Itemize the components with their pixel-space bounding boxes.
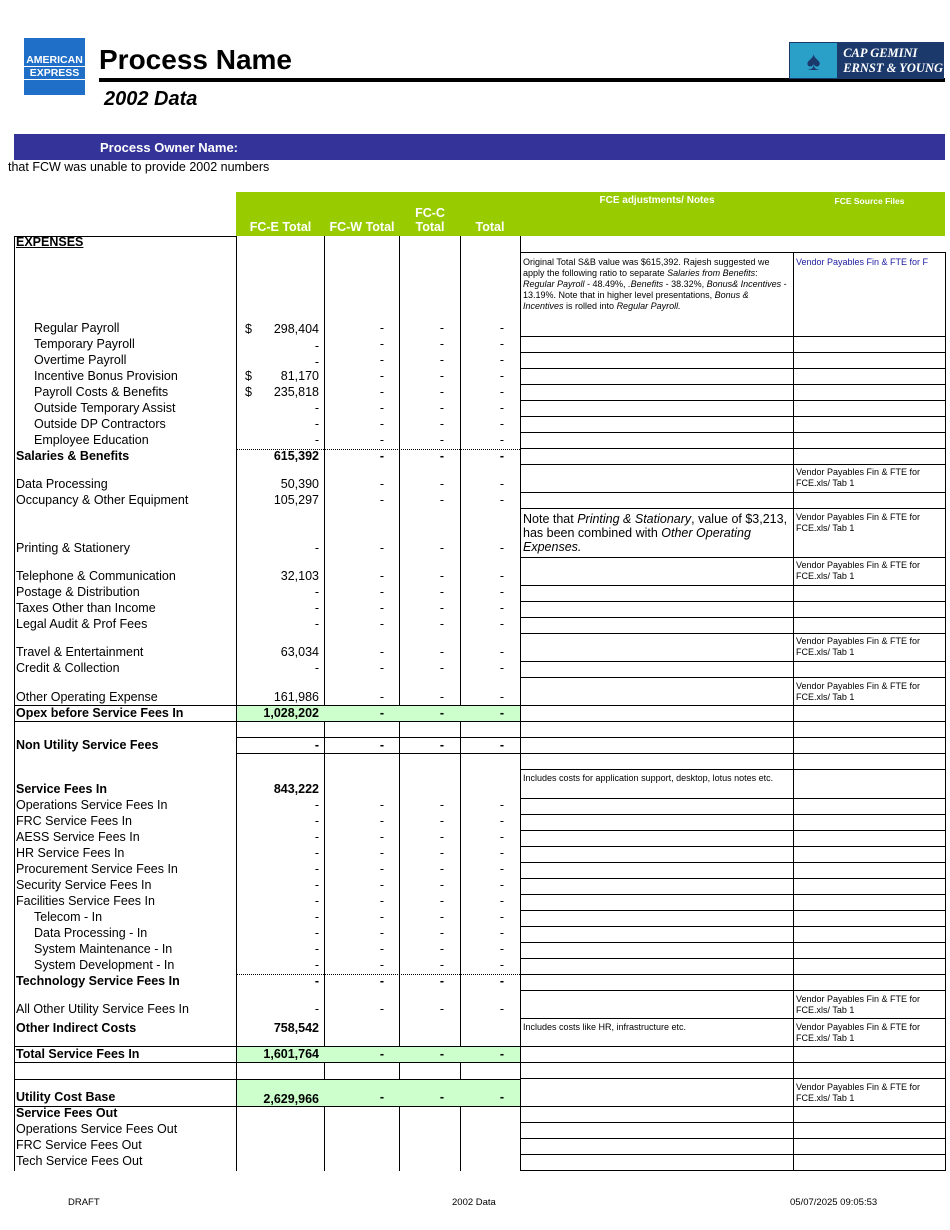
notes-grid-line bbox=[520, 990, 945, 991]
row-label: AESS Service Fees In bbox=[16, 830, 140, 844]
col-fce-total: FC-E Total bbox=[249, 220, 312, 234]
fcc-total-cell: - bbox=[439, 493, 444, 507]
fcw-total-cell: - bbox=[379, 645, 384, 659]
total-cell: - bbox=[499, 369, 504, 383]
fcc-total-cell: - bbox=[439, 958, 444, 972]
fcw-total-cell: - bbox=[379, 862, 384, 876]
fcw-total-cell: - bbox=[379, 385, 384, 399]
fcw-total-cell: - bbox=[379, 661, 384, 675]
fcw-total-cell: - bbox=[379, 878, 384, 892]
american-express-logo: AMERICAN EXPRESS bbox=[24, 38, 85, 95]
fcw-total-cell: - bbox=[379, 585, 384, 599]
currency-sign: $ bbox=[245, 369, 252, 383]
notes-grid-line bbox=[520, 252, 945, 253]
row-source-file: Vendor Payables Fin & FTE for FCE.xls/ Tab 1 bbox=[796, 512, 921, 533]
fcc-total-cell: - bbox=[439, 337, 444, 351]
notes-grid-line bbox=[520, 926, 945, 927]
total-cell: - bbox=[499, 1002, 504, 1016]
fcc-total-cell: - bbox=[439, 353, 444, 367]
notes-grid-line bbox=[520, 1078, 945, 1079]
notes-grid-line bbox=[520, 368, 945, 369]
notes-grid-line bbox=[520, 1018, 945, 1019]
notes-grid-line bbox=[520, 384, 945, 385]
fce-total-cell: - bbox=[314, 617, 319, 631]
fce-total-cell: 81,170 bbox=[280, 369, 319, 383]
row-label: Temporary Payroll bbox=[34, 337, 135, 351]
fcc-total-cell: - bbox=[439, 369, 444, 383]
row-border bbox=[236, 753, 520, 754]
total-cell: - bbox=[499, 569, 504, 583]
row-label: Technology Service Fees In bbox=[16, 974, 180, 988]
fce-total-cell: 615,392 bbox=[273, 449, 319, 463]
fce-total-cell: 2,629,966 bbox=[263, 1092, 319, 1106]
fce-total-cell: - bbox=[314, 814, 319, 828]
notes-grid-line bbox=[520, 400, 945, 401]
fce-total-cell: 63,034 bbox=[280, 645, 319, 659]
footer-draft: DRAFT bbox=[68, 1197, 100, 1208]
row-label: Telecom - In bbox=[34, 910, 103, 924]
row-label: Credit & Collection bbox=[16, 661, 120, 675]
fcc-total-cell: - bbox=[439, 541, 444, 555]
cap-gemini-logo: ♠ CAP GEMINI ERNST & YOUNG bbox=[789, 42, 944, 79]
fcw-total-cell: - bbox=[379, 601, 384, 615]
total-cell: - bbox=[499, 353, 504, 367]
fcc-total-cell: - bbox=[439, 617, 444, 631]
total-cell: - bbox=[499, 401, 504, 415]
row-label: Regular Payroll bbox=[34, 321, 120, 335]
total-cell: - bbox=[499, 601, 504, 615]
notes-grid-line bbox=[520, 1106, 945, 1107]
fcc-total-cell: - bbox=[439, 926, 444, 940]
total-row-border bbox=[14, 1062, 520, 1063]
notes-grid-line bbox=[520, 352, 945, 353]
row-note: Includes costs like HR, infrastructure etc. bbox=[523, 1022, 687, 1032]
fce-total-cell: - bbox=[314, 601, 319, 615]
notes-grid-line bbox=[520, 557, 945, 558]
fce-total-cell: 50,390 bbox=[280, 477, 319, 491]
fcc-total-cell: - bbox=[439, 974, 444, 988]
spade-icon: ♠ bbox=[790, 43, 837, 78]
table-left-border bbox=[14, 236, 15, 1171]
fcw-total-cell: - bbox=[379, 337, 384, 351]
notes-grid-line bbox=[520, 721, 945, 722]
column-divider bbox=[520, 236, 521, 1171]
process-owner-label: Process Owner Name: bbox=[100, 140, 239, 155]
fcc-total-cell: - bbox=[439, 1090, 444, 1104]
process-owner-bar bbox=[14, 134, 945, 160]
fce-total-cell: - bbox=[314, 910, 319, 924]
fcw-total-cell: - bbox=[379, 449, 384, 463]
row-label: Opex before Service Fees In bbox=[16, 706, 184, 720]
notes-grid-line bbox=[520, 633, 945, 634]
fcw-total-cell: - bbox=[379, 477, 384, 491]
col-total: Total bbox=[475, 220, 505, 234]
fcw-total-cell: - bbox=[379, 690, 384, 704]
notes-grid-line bbox=[520, 798, 945, 799]
fce-total-cell: - bbox=[314, 926, 319, 940]
row-label: Non Utility Service Fees bbox=[16, 738, 159, 752]
fcc-total-cell: - bbox=[439, 706, 444, 720]
fce-total-cell: - bbox=[314, 339, 319, 353]
fcw-total-cell: - bbox=[379, 958, 384, 972]
row-label: HR Service Fees In bbox=[16, 846, 125, 860]
row-note: Includes costs for application support, desktop, lotus notes etc. bbox=[523, 773, 774, 783]
row-label: System Maintenance - In bbox=[34, 942, 173, 956]
row-source-file: Vendor Payables Fin & FTE for FCE.xls/ Tab 1 bbox=[796, 994, 921, 1015]
currency-sign: $ bbox=[245, 385, 252, 399]
col-fcc-total-line1: FC-C bbox=[415, 206, 445, 220]
notes-grid-line bbox=[520, 492, 945, 493]
notes-grid-line bbox=[520, 336, 945, 337]
row-label: Service Fees Out bbox=[16, 1106, 118, 1120]
row-label: Occupancy & Other Equipment bbox=[16, 493, 189, 507]
notes-grid-line bbox=[520, 894, 945, 895]
fce-total-cell: 298,404 bbox=[273, 322, 319, 336]
fcc-total-cell: - bbox=[439, 830, 444, 844]
total-row-border bbox=[14, 721, 520, 722]
notes-grid-line bbox=[520, 942, 945, 943]
fce-total-cell: - bbox=[314, 661, 319, 675]
fce-total-cell: - bbox=[314, 894, 319, 908]
row-label: Telephone & Communication bbox=[16, 569, 176, 583]
fce-total-cell: - bbox=[314, 830, 319, 844]
table-right-border bbox=[945, 252, 946, 1171]
notes-grid-line bbox=[520, 585, 945, 586]
notes-source-divider bbox=[793, 252, 794, 1171]
total-cell: - bbox=[499, 321, 504, 335]
fcw-total-cell: - bbox=[379, 321, 384, 335]
fcw-total-cell: - bbox=[379, 369, 384, 383]
fce-total-cell: - bbox=[314, 417, 319, 431]
row-label: Payroll Costs & Benefits bbox=[34, 385, 169, 399]
total-cell: - bbox=[499, 385, 504, 399]
total-cell: - bbox=[499, 958, 504, 972]
notes-grid-line bbox=[520, 1154, 945, 1155]
row-label: Service Fees In bbox=[16, 782, 108, 796]
fcw-total-cell: - bbox=[379, 926, 384, 940]
fce-total-cell: - bbox=[314, 942, 319, 956]
fcw-total-cell: - bbox=[379, 1090, 384, 1104]
fcw-total-cell: - bbox=[379, 569, 384, 583]
total-cell: - bbox=[499, 1047, 504, 1061]
page-subtitle: 2002 Data bbox=[104, 88, 198, 110]
notes-grid-line bbox=[520, 432, 945, 433]
fcc-total-cell: - bbox=[439, 738, 444, 752]
row-label: Overtime Payroll bbox=[34, 353, 127, 367]
notes-grid-line bbox=[520, 661, 945, 662]
fce-total-cell: - bbox=[314, 974, 319, 988]
fce-total-cell: - bbox=[314, 738, 319, 752]
notes-grid-line bbox=[520, 830, 945, 831]
total-cell: - bbox=[499, 449, 504, 463]
fcw-total-cell: - bbox=[379, 1002, 384, 1016]
fcc-total-cell: - bbox=[439, 690, 444, 704]
fce-total-cell: - bbox=[314, 1002, 319, 1016]
fcw-total-cell: - bbox=[379, 814, 384, 828]
total-cell: - bbox=[499, 541, 504, 555]
fcw-total-cell: - bbox=[379, 433, 384, 447]
row-source-file: Vendor Payables Fin & FTE for F bbox=[796, 257, 929, 267]
notes-grid-line bbox=[520, 958, 945, 959]
page-title: Process Name bbox=[99, 44, 293, 75]
footer-title: 2002 Data bbox=[452, 1197, 496, 1208]
row-label: Utility Cost Base bbox=[16, 1090, 116, 1104]
total-cell: - bbox=[499, 830, 504, 844]
header-note: that FCW was unable to provide 2002 numbers bbox=[8, 160, 270, 174]
total-cell: - bbox=[499, 493, 504, 507]
fce-total-cell: - bbox=[314, 401, 319, 415]
total-cell: - bbox=[499, 974, 504, 988]
row-label: Employee Education bbox=[34, 433, 149, 447]
row-source-file: Vendor Payables Fin & FTE for FCE.xls/ Tab 1 bbox=[796, 1082, 921, 1103]
notes-grid-line bbox=[520, 1170, 945, 1171]
row-label: Operations Service Fees In bbox=[16, 798, 168, 812]
fcc-total-cell: - bbox=[439, 878, 444, 892]
row-label: Printing & Stationery bbox=[16, 541, 130, 555]
fcc-total-cell: - bbox=[439, 433, 444, 447]
fce-total-cell: 1,028,202 bbox=[263, 706, 319, 720]
notes-grid-line bbox=[520, 508, 945, 509]
notes-grid-line bbox=[520, 1138, 945, 1139]
footer-timestamp: 05/07/2025 09:05:53 bbox=[790, 1197, 878, 1208]
fcc-total-cell: - bbox=[439, 645, 444, 659]
notes-grid-line bbox=[520, 846, 945, 847]
row-label: Postage & Distribution bbox=[16, 585, 140, 599]
total-cell: - bbox=[499, 910, 504, 924]
row-label: Security Service Fees In bbox=[16, 878, 152, 892]
row-label: Data Processing - In bbox=[34, 926, 148, 940]
total-cell: - bbox=[499, 661, 504, 675]
row-label: All Other Utility Service Fees In bbox=[16, 1002, 189, 1016]
total-cell: - bbox=[499, 645, 504, 659]
column-divider bbox=[324, 236, 325, 1171]
total-cell: - bbox=[499, 846, 504, 860]
row-label: Tech Service Fees Out bbox=[16, 1154, 143, 1168]
notes-grid-line bbox=[520, 769, 945, 770]
row-label: Procurement Service Fees In bbox=[16, 862, 178, 876]
notes-grid-line bbox=[520, 601, 945, 602]
fce-total-cell: 758,542 bbox=[273, 1021, 319, 1035]
total-cell: - bbox=[499, 894, 504, 908]
fcw-total-cell: - bbox=[379, 974, 384, 988]
notes-grid-line bbox=[520, 974, 945, 975]
fcc-total-cell: - bbox=[439, 385, 444, 399]
row-label: Other Indirect Costs bbox=[16, 1021, 137, 1035]
row-source-file: Vendor Payables Fin & FTE for FCE.xls/ Tab 1 bbox=[796, 560, 921, 581]
fce-total-cell: - bbox=[314, 541, 319, 555]
fce-total-cell: - bbox=[314, 846, 319, 860]
total-cell: - bbox=[499, 814, 504, 828]
total-cell: - bbox=[499, 337, 504, 351]
notes-grid-line bbox=[520, 910, 945, 911]
total-cell: - bbox=[499, 1090, 504, 1104]
row-source-file: Vendor Payables Fin & FTE for FCE.xls/ Tab 1 bbox=[796, 1022, 921, 1043]
col-fcw-total: FC-W Total bbox=[329, 220, 395, 234]
fcc-total-cell: - bbox=[439, 910, 444, 924]
fcc-total-cell: - bbox=[439, 449, 444, 463]
row-label: Outside Temporary Assist bbox=[34, 401, 176, 415]
column-divider bbox=[236, 236, 237, 1171]
notes-grid-line bbox=[520, 737, 945, 738]
total-cell: - bbox=[499, 433, 504, 447]
total-cell: - bbox=[499, 942, 504, 956]
notes-grid-line bbox=[520, 1062, 945, 1063]
fcc-total-cell: - bbox=[439, 417, 444, 431]
row-source-file: Vendor Payables Fin & FTE for FCE.xls/ Tab 1 bbox=[796, 636, 921, 657]
row-label: Total Service Fees In bbox=[16, 1047, 140, 1061]
notes-grid-line bbox=[520, 677, 945, 678]
notes-grid-line bbox=[520, 878, 945, 879]
fcw-total-cell: - bbox=[379, 846, 384, 860]
fcw-total-cell: - bbox=[379, 401, 384, 415]
total-cell: - bbox=[499, 862, 504, 876]
fcc-total-cell: - bbox=[439, 894, 444, 908]
row-label: Travel & Entertainment bbox=[16, 645, 144, 659]
fcc-total-cell: - bbox=[439, 862, 444, 876]
fcw-total-cell: - bbox=[379, 706, 384, 720]
fce-total-cell: - bbox=[314, 878, 319, 892]
total-cell: - bbox=[499, 878, 504, 892]
currency-sign: $ bbox=[245, 322, 252, 336]
fcw-total-cell: - bbox=[379, 541, 384, 555]
fcc-total-cell: - bbox=[439, 321, 444, 335]
notes-grid-line bbox=[520, 416, 945, 417]
fcw-total-cell: - bbox=[379, 1047, 384, 1061]
fcw-total-cell: - bbox=[379, 493, 384, 507]
row-label: FRC Service Fees Out bbox=[16, 1138, 142, 1152]
row-label: Legal Audit & Prof Fees bbox=[16, 617, 148, 631]
notes-grid-line bbox=[520, 448, 945, 449]
notes-grid-line bbox=[520, 814, 945, 815]
fce-total-cell: 105,297 bbox=[273, 493, 319, 507]
notes-grid-line bbox=[520, 1122, 945, 1123]
fcc-total-cell: - bbox=[439, 798, 444, 812]
row-label: System Development - In bbox=[34, 958, 175, 972]
fcc-total-cell: - bbox=[439, 1002, 444, 1016]
row-source-file: Vendor Payables Fin & FTE for FCE.xls/ Tab 1 bbox=[796, 467, 921, 488]
total-row-border bbox=[14, 1079, 520, 1080]
notes-grid-line bbox=[520, 464, 945, 465]
notes-grid-line bbox=[520, 862, 945, 863]
fce-total-cell: - bbox=[314, 798, 319, 812]
fce-total-cell: - bbox=[314, 585, 319, 599]
total-cell: - bbox=[499, 738, 504, 752]
fcc-total-cell: - bbox=[439, 661, 444, 675]
fce-total-cell: - bbox=[314, 958, 319, 972]
fcw-total-cell: - bbox=[379, 942, 384, 956]
fcw-total-cell: - bbox=[379, 830, 384, 844]
fcc-total-cell: - bbox=[439, 942, 444, 956]
fcw-total-cell: - bbox=[379, 353, 384, 367]
row-note: Original Total S&B value was $615,392. Rajesh suggested we apply the following ratio to separate Salaries from Benefits: Regular Payroll - 48.49%, .Benefits - 38.32%, Bonus& Incentives - 13.19%. Note that in higher level presentations, Bonus & Incentives is rolled into Regular Payroll. bbox=[523, 257, 787, 311]
fcc-total-cell: - bbox=[439, 814, 444, 828]
fcw-total-cell: - bbox=[379, 417, 384, 431]
col-notes: FCE adjustments/ Notes bbox=[599, 195, 715, 206]
col-fcc-total-line2: Total bbox=[415, 220, 445, 234]
fce-total-cell: - bbox=[314, 433, 319, 447]
notes-grid-line bbox=[520, 617, 945, 618]
row-label: Salaries & Benefits bbox=[16, 449, 130, 463]
total-cell: - bbox=[499, 926, 504, 940]
fcc-total-cell: - bbox=[439, 477, 444, 491]
fce-total-cell: 161,986 bbox=[273, 690, 319, 704]
row-source-file: Vendor Payables Fin & FTE for FCE.xls/ Tab 1 bbox=[796, 681, 921, 702]
row-label: Data Processing bbox=[16, 477, 108, 491]
fce-total-cell: - bbox=[314, 355, 319, 369]
total-cell: - bbox=[499, 417, 504, 431]
row-label: Operations Service Fees Out bbox=[16, 1122, 178, 1136]
total-cell: - bbox=[499, 798, 504, 812]
col-source: FCE Source Files bbox=[834, 196, 905, 206]
fce-total-cell: 843,222 bbox=[273, 782, 319, 796]
row-label: Incentive Bonus Provision bbox=[34, 369, 178, 383]
fcw-total-cell: - bbox=[379, 798, 384, 812]
row-label: EXPENSES bbox=[16, 235, 84, 249]
total-cell: - bbox=[499, 690, 504, 704]
fcw-total-cell: - bbox=[379, 894, 384, 908]
fcc-total-cell: - bbox=[439, 401, 444, 415]
fcw-total-cell: - bbox=[379, 617, 384, 631]
total-cell: - bbox=[499, 585, 504, 599]
fcw-total-cell: - bbox=[379, 910, 384, 924]
fce-total-cell: 32,103 bbox=[280, 569, 319, 583]
fcw-total-cell: - bbox=[379, 738, 384, 752]
fce-total-cell: - bbox=[314, 862, 319, 876]
row-note: Note that Printing & Stationary, value of $3,213, has been combined with Other Operating Expenses. bbox=[523, 512, 788, 554]
row-label: Outside DP Contractors bbox=[34, 417, 166, 431]
total-cell: - bbox=[499, 706, 504, 720]
row-label: FRC Service Fees In bbox=[16, 814, 133, 828]
fcc-total-cell: - bbox=[439, 846, 444, 860]
notes-grid-line bbox=[520, 753, 945, 754]
fcc-total-cell: - bbox=[439, 569, 444, 583]
fce-total-cell: 1,601,764 bbox=[263, 1047, 319, 1061]
notes-grid-line bbox=[520, 1046, 945, 1047]
total-cell: - bbox=[499, 477, 504, 491]
notes-grid-line bbox=[520, 705, 945, 706]
row-label: Taxes Other than Income bbox=[16, 601, 156, 615]
row-label: Other Operating Expense bbox=[16, 690, 158, 704]
row-label: Facilities Service Fees In bbox=[16, 894, 155, 908]
total-cell: - bbox=[499, 617, 504, 631]
fce-total-cell: 235,818 bbox=[273, 385, 319, 399]
fcc-total-cell: - bbox=[439, 1047, 444, 1061]
fcc-total-cell: - bbox=[439, 601, 444, 615]
fcc-total-cell: - bbox=[439, 585, 444, 599]
